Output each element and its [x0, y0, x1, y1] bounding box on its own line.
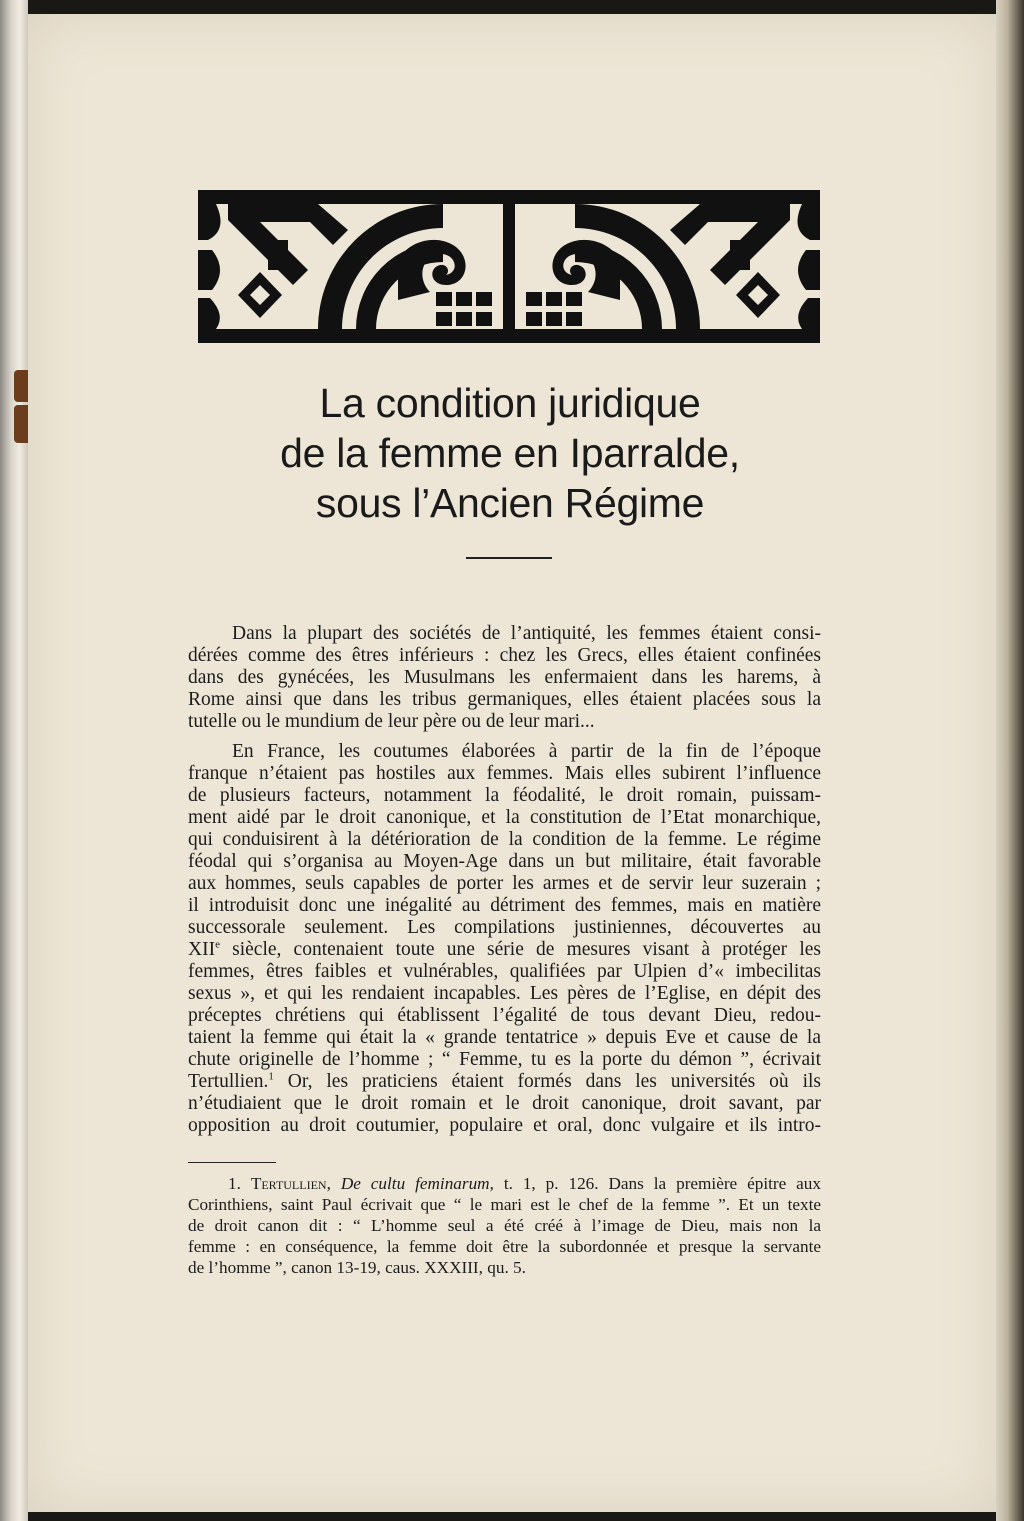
binding-edge	[0, 0, 28, 1521]
banner-square	[546, 292, 562, 306]
body-line: opposition au droit coutumier, populaire et oral, donc vulgaire et ils intro-	[188, 1115, 821, 1136]
body-line: de plusieurs facteurs, notamment la féodalité, le droit romain, puissam-	[188, 785, 821, 806]
banner-square	[436, 312, 452, 326]
banner-square	[476, 292, 492, 306]
banner-square	[526, 292, 542, 306]
body-line: tutelle ou le mundium de leur père ou de leur mari...	[188, 711, 595, 732]
body-line: Rome ainsi que dans les tribus germaniques, elles étaient placées sous la	[188, 689, 821, 710]
author-name: Tertullien.	[188, 1071, 269, 1092]
footnote-citation: t. 1, p. 126. Dans la première épitre aux	[493, 1174, 821, 1193]
body-line: chute originelle de l’homme ; “ Femme, tu es la porte du démon ”, écrivait	[188, 1049, 821, 1070]
banner-center-bar	[503, 204, 515, 329]
body-line: Dans la plupart des sociétés de l’antiquité, les femmes étaient consi-	[232, 623, 821, 644]
century-superscript: e	[215, 938, 220, 951]
footnote-number: 1.	[228, 1174, 241, 1193]
banner-square	[566, 312, 582, 326]
banner-square	[476, 312, 492, 326]
body-line: successorale seulement. Les compilations justiniennes, découvertes au	[188, 917, 821, 938]
banner-scallop	[798, 204, 821, 240]
banner-scallop	[798, 298, 820, 329]
banner-square	[456, 292, 472, 306]
footnote-rule	[188, 1162, 276, 1163]
banner-scallop	[198, 204, 221, 240]
body-line: aux hommes, seuls capables de porter les armes et de servir leur suzerain ;	[188, 873, 821, 894]
banner-block	[268, 240, 288, 270]
body-line: n’étudiaient que le droit romain et le droit canonique, droit savant, par	[188, 1093, 821, 1114]
body-line: franque n’étaient pas hostiles aux femmes. Mais elles subirent l’influence	[188, 763, 821, 784]
footnote-work-title: De cultu feminarum,	[340, 1174, 494, 1193]
body-line: sexus », et qui les rendaient incapables. Les pères de l’Eglise, en dépit des	[188, 983, 821, 1004]
title-divider	[466, 557, 552, 559]
banner-square	[566, 292, 582, 306]
banner-square	[436, 292, 452, 306]
century-numeral: XII	[188, 939, 216, 960]
banner-scallop	[198, 250, 220, 290]
body-line	[188, 940, 821, 959]
decorative-banner	[198, 190, 820, 343]
banner-spiral	[396, 240, 465, 300]
body-line: qui conduisirent à la détérioration de la condition de la femme. Le régime	[188, 829, 821, 850]
body-line: taient la femme qui était la « grande tentatrice » depuis Eve et cause de la	[188, 1027, 821, 1048]
body-line	[188, 1072, 821, 1091]
body-line: féodal qui s’organisa au Moyen-Age dans un but militaire, était favorable	[188, 851, 821, 872]
footnote-line: de droit canon dit : “ L’homme seul a été créé à l’image de Dieu, mais non la	[188, 1216, 821, 1235]
body-line: ment aidé par le droit canonique, et la constitution de l’Etat monarchique,	[188, 807, 821, 828]
body-line: dérées comme des êtres inférieurs : chez les Grecs, elles étaient confinées	[188, 645, 821, 666]
banner-block	[730, 240, 750, 270]
page-edge-right	[996, 0, 1024, 1521]
body-line-text: Or, les praticiens étaient formés dans les universités où ils	[273, 1071, 821, 1092]
article-title-line-2: de la femme en Iparralde,	[280, 430, 740, 476]
banner-square	[526, 312, 542, 326]
footnote-line: de l’homme ”, canon 13-19, caus. XXXIII, qu. 5.	[188, 1258, 526, 1277]
footnote-line: Corinthiens, saint Paul écrivait que “ le mari est le chef de la femme ”. Et un texte	[188, 1195, 821, 1214]
banner-diamond	[736, 272, 780, 318]
article-title-line-1: La condition juridique	[319, 380, 701, 426]
footnote-line: femme : en conséquence, la femme doit être la subordonnée et presque la servante	[188, 1237, 821, 1256]
body-line: dans des gynécées, les Musulmans les enfermaient dans les harems, à	[188, 667, 821, 688]
banner-bottom-bar	[198, 329, 820, 343]
body-line: il introduisit donc une inégalité au détriment des femmes, mais en matière	[188, 895, 821, 916]
banner-diamond	[238, 272, 282, 318]
banner-scallop	[198, 298, 220, 329]
body-line: préceptes chrétiens qui établissent l’égalité de tous devant Dieu, redou-	[188, 1005, 821, 1026]
footnote-author: Tertullien,	[250, 1174, 331, 1193]
body-line: femmes, êtres faibles et vulnérables, qualifiées par Ulpien d’« imbecilitas	[188, 961, 821, 982]
banner-top-bar	[198, 190, 820, 204]
body-line-text: siècle, contenaient toute une série de mesures visant à protéger les	[219, 939, 821, 960]
banner-square	[456, 312, 472, 326]
banner-scallop	[798, 250, 820, 290]
body-line: En France, les coutumes élaborées à partir de la fin de l’époque	[232, 741, 821, 762]
article-title-line-3: sous l’Ancien Régime	[315, 480, 705, 526]
banner-spiral	[552, 240, 621, 300]
banner-square	[546, 312, 562, 326]
footnote-reference: 1	[268, 1070, 274, 1083]
footnote-line	[228, 1175, 821, 1193]
